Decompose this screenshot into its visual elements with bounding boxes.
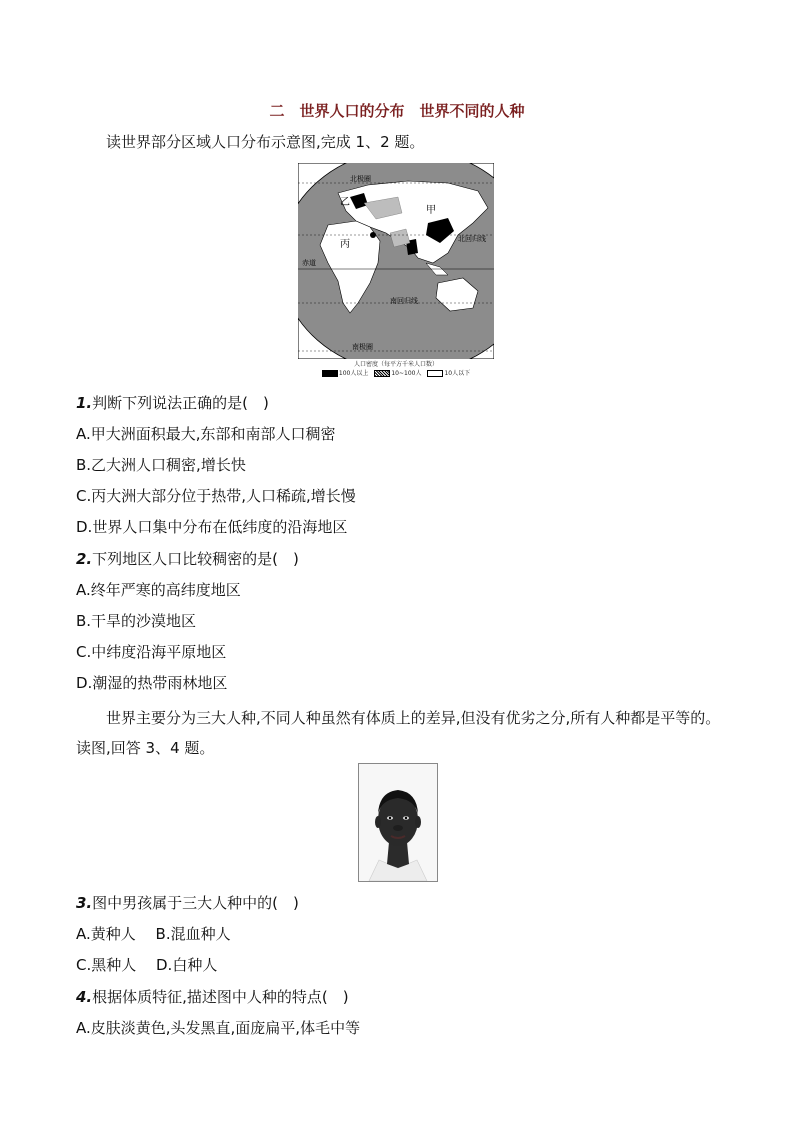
population-map: [298, 163, 494, 359]
q1-option-a: A.甲大洲面积最大,东部和南部人口稠密: [76, 425, 336, 443]
question-2: 2.下列地区人口比较稠密的是( ): [76, 550, 299, 568]
page-title: 二 世界人口的分布 世界不同的人种: [269, 102, 525, 120]
q2-option-c: C.中纬度沿海平原地区: [76, 643, 227, 661]
question-4: 4.根据体质特征,描述图中人种的特点( ): [76, 988, 349, 1006]
question-3: 3.图中男孩属于三大人种中的( ): [76, 894, 299, 912]
label-tropic-cancer: 北回归线: [458, 235, 486, 243]
question-1: 1.判断下列说法正确的是( ): [76, 394, 269, 412]
q1-option-b: B.乙大洲人口稠密,增长快: [76, 456, 246, 474]
label-equator: 赤道: [302, 259, 316, 267]
label-south-circle: 南极圈: [352, 343, 373, 351]
label-bing: 丙: [340, 239, 350, 250]
boy-photo: [358, 763, 438, 882]
legend-mid: 10~100人: [374, 369, 421, 378]
label-jia: 甲: [426, 205, 436, 216]
legend-sparse: 10人以下: [427, 369, 470, 378]
q3-options-row-1: A.黄种人 B.混血种人: [76, 925, 231, 943]
label-yi: 乙: [340, 197, 350, 208]
q2-option-a: A.终年严寒的高纬度地区: [76, 581, 241, 599]
q1-option-d: D.世界人口集中分布在低纬度的沿海地区: [76, 518, 348, 536]
intro-paragraph-1: 读世界部分区域人口分布示意图,完成 1、2 题。: [106, 133, 425, 151]
label-north-circle: 北极圈: [350, 175, 371, 183]
q2-option-d: D.潮湿的热带雨林地区: [76, 674, 228, 692]
q1-option-c: C.丙大洲大部分位于热带,人口稀疏,增长慢: [76, 487, 356, 505]
label-tropic-capricorn: 南回归线: [390, 297, 418, 305]
map-legend: [298, 360, 494, 378]
legend-title: 人口密度（每平方千米人口数）: [353, 361, 438, 368]
intro-paragraph-2: 世界主要分为三大人种,不同人种虽然有体质上的差异,但没有优劣之分,所有人种都是平等的。读图,回答 3、4 题。: [76, 709, 721, 757]
q3-options-row-2: C.黑种人 D.白种人: [76, 956, 218, 974]
q4-option-a: A.皮肤淡黄色,头发黑直,面庞扁平,体毛中等: [76, 1019, 361, 1037]
legend-dense: 100人以上: [322, 369, 368, 378]
q2-option-b: B.干旱的沙漠地区: [76, 612, 197, 630]
